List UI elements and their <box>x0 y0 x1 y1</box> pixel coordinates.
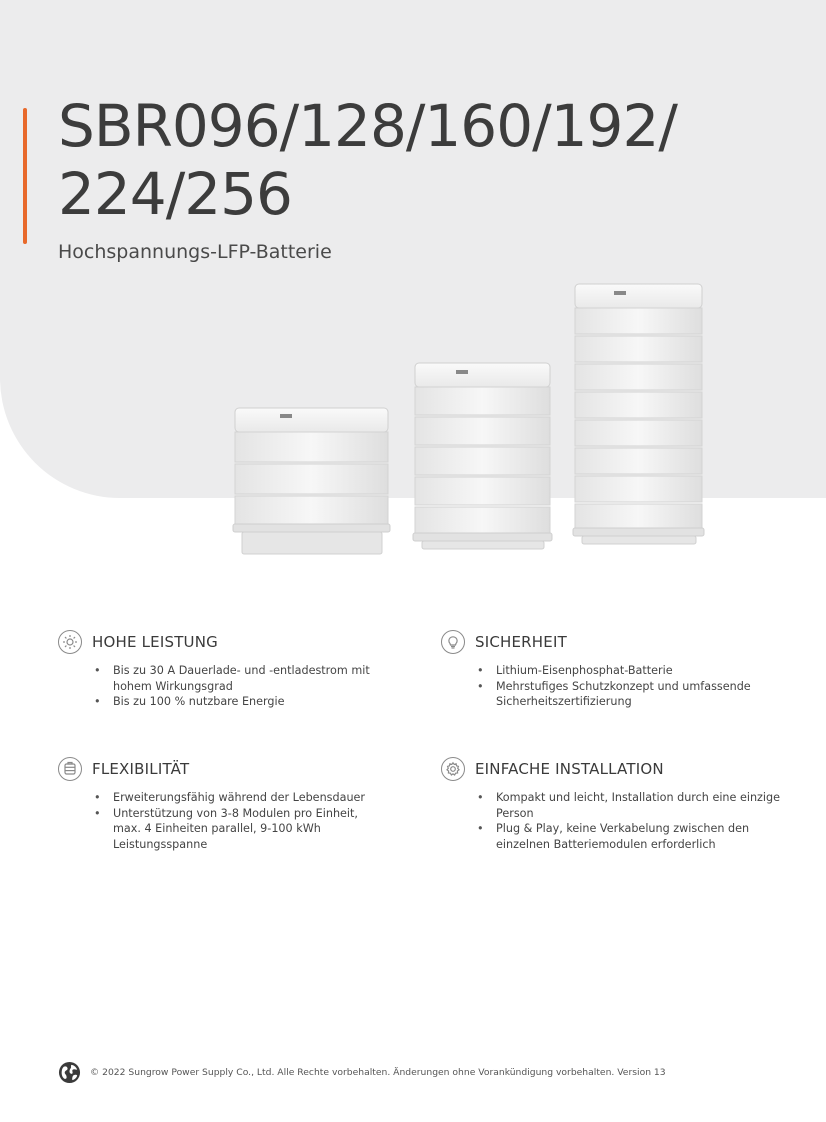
list-item: • Erweiterungsfähig während der Lebensdauer <box>94 790 388 806</box>
battery-stack-medium <box>413 363 552 549</box>
title-line-1: SBR096/128/160/192/ <box>58 92 677 160</box>
feature-title: FLEXIBILITÄT <box>92 760 190 778</box>
page-subtitle: Hochspannungs-LFP-Batterie <box>58 241 332 263</box>
globe-icon <box>58 1061 81 1084</box>
battery-stack-large <box>573 284 704 544</box>
feature-title: SICHERHEIT <box>475 633 567 651</box>
footer <box>58 1061 666 1084</box>
battery-stack-small <box>233 408 390 554</box>
title-line-2: 224/256 <box>58 160 292 228</box>
feature-title: EINFACHE INSTALLATION <box>475 760 664 778</box>
feature-flexibility <box>58 756 388 852</box>
accent-bar <box>23 108 27 244</box>
feature-title: HOHE LEISTUNG <box>92 633 218 651</box>
list-item: • Unterstützung von 3-8 Modulen pro Einheit, max. 4 Einheiten parallel, 9-100 kWh Leistungsspanne <box>94 806 388 853</box>
list-item: • Bis zu 30 A Dauerlade- und -entladestrom mit hohem Wirkungsgrad <box>94 663 388 694</box>
gear-icon <box>441 757 465 781</box>
battery-stacks-image <box>220 278 720 560</box>
page-title <box>58 92 778 228</box>
modules-icon <box>58 757 82 781</box>
list-item: • Plug & Play, keine Verkabelung zwischen den einzelnen Batteriemodulen erforderlich <box>477 821 781 852</box>
feature-easy-installation <box>441 756 781 852</box>
feature-list <box>58 663 388 710</box>
lightbulb-icon <box>441 630 465 654</box>
sun-icon <box>58 630 82 654</box>
list-item: • Lithium-Eisenphosphat-Batterie <box>477 663 781 679</box>
list-item: • Mehrstufiges Schutzkonzept und umfassende Sicherheitszertifizierung <box>477 679 781 710</box>
feature-list <box>58 790 388 852</box>
feature-list <box>441 790 781 852</box>
copyright-text: © 2022 Sungrow Power Supply Co., Ltd. Alle Rechte vorbehalten. Änderungen ohne Vorankündigung vorbehalten. Version 13 <box>90 1067 666 1078</box>
list-item: • Bis zu 100 % nutzbare Energie <box>94 694 388 710</box>
feature-list <box>441 663 781 710</box>
list-item: • Kompakt und leicht, Installation durch eine einzige Person <box>477 790 781 821</box>
feature-safety <box>441 629 781 710</box>
feature-high-performance <box>58 629 388 710</box>
